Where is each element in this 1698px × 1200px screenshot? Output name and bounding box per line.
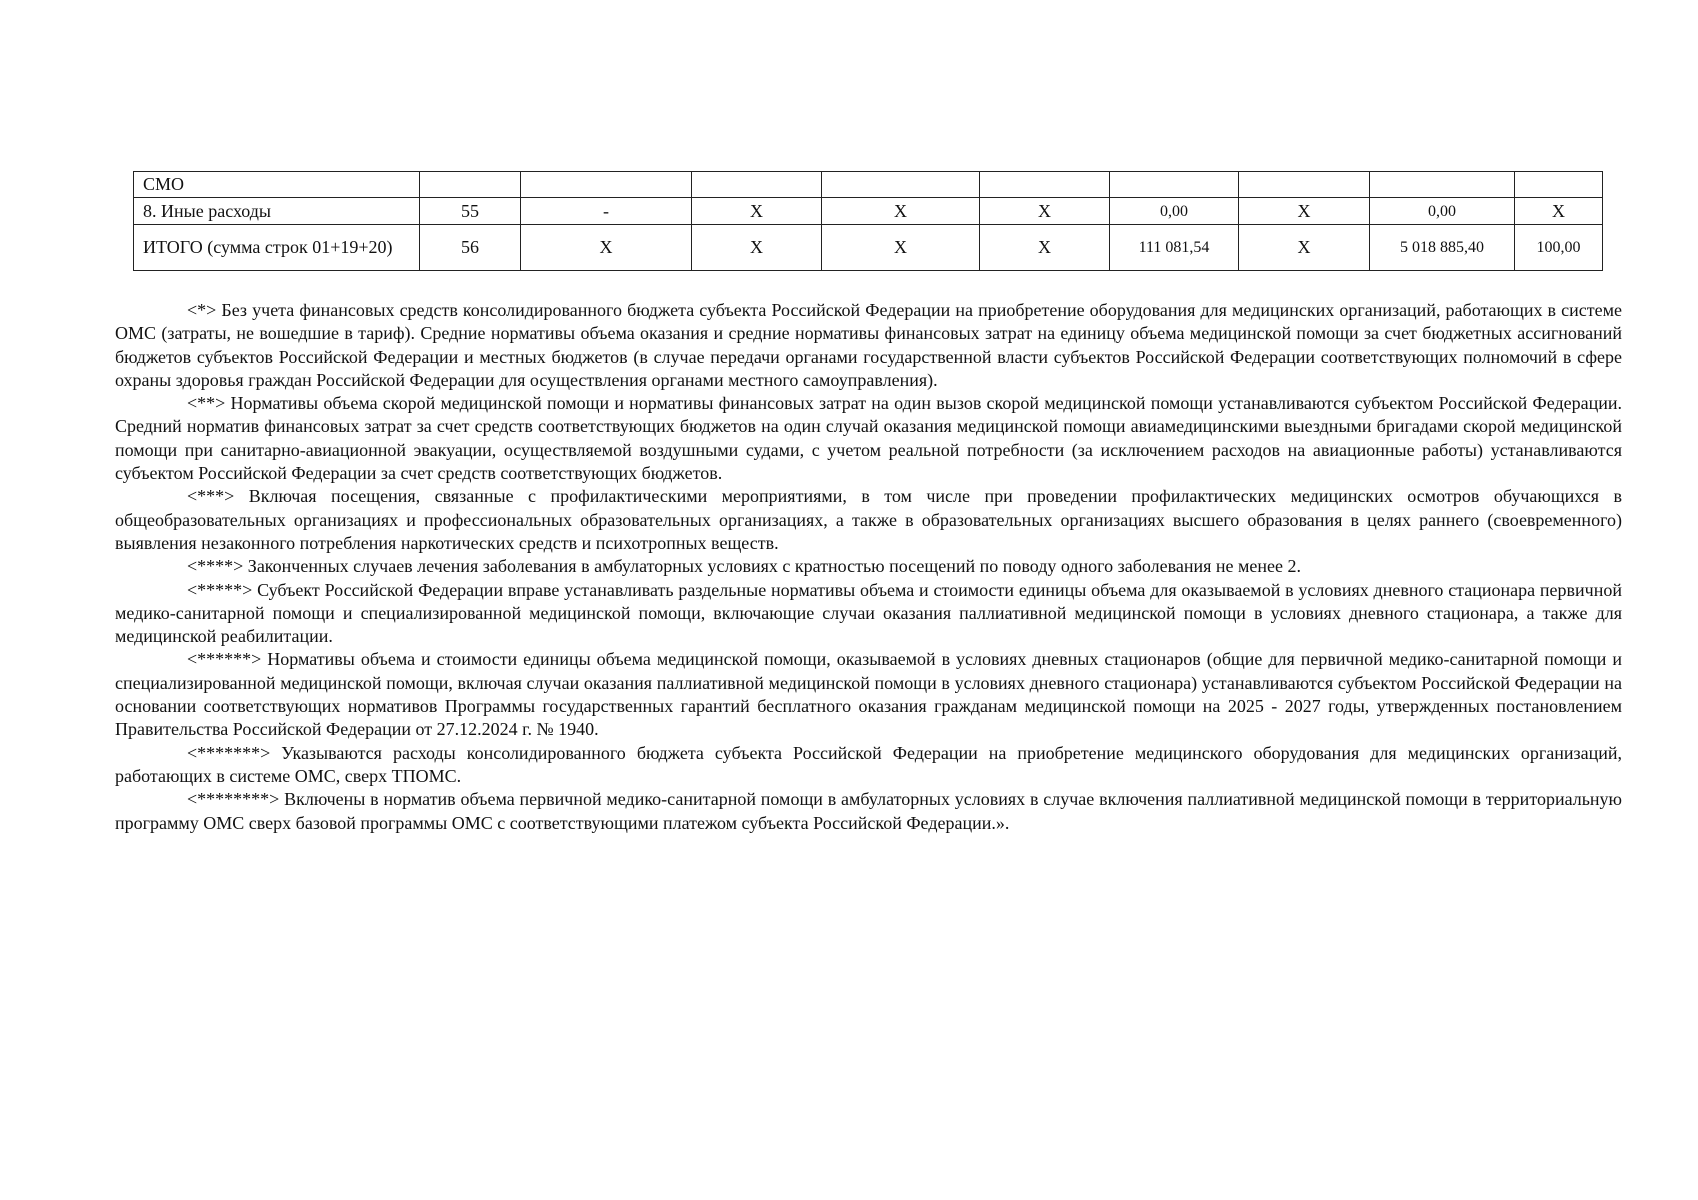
table-cell (420, 172, 521, 198)
table-cell (822, 172, 980, 198)
table-cell (980, 172, 1110, 198)
table-cell (1110, 172, 1239, 198)
table-cell: X (980, 198, 1110, 225)
footnotes (115, 299, 1622, 835)
footnote: <****> Законченных случаев лечения заболевания в амбулаторных условиях с кратностью посещений по поводу одного заболевания не менее 2. (187, 556, 1302, 577)
table-row (134, 172, 1603, 198)
budget-table (133, 171, 1603, 271)
table-cell: 0,00 (1110, 198, 1239, 225)
table-cell: X (521, 225, 692, 271)
table-row (134, 225, 1603, 271)
footnote: <**> Нормативы объема скорой медицинской помощи и нормативы финансовых затрат на один вызов скорой медицинской помощи устанавливаются субъектом Российской Федерации. Средний норматив финансовых затрат за счет средств соответствующих бюджетов на один случай оказания медицинской помощи авиамедицинскими выездными бригадами скорой медицинской помощи при санитарно-авиационной эвакуации, осуществляемой воздушными судами, с учетом реальной потребности (за исключением расходов на авиационные работы) устанавливаются субъектом Российской Федерации за счет средств соответствующих бюджетов. (115, 393, 1622, 484)
footnote: <******> Нормативы объема и стоимости единицы объема медицинской помощи, оказываемой в условиях дневных стационаров (общие для первичной медико-санитарной помощи и специализированной медицинской помощи, включая случаи оказания паллиативной медицинской помощи в условиях дневного стационара) устанавливаются субъектом Российской Федерации на основании соответствующих нормативов Программы государственных гарантий бесплатного оказания гражданам медицинской помощи на 2025 - 2027 годы, утвержденных постановлением Правительства Российской Федерации от 27.12.2024 г. № 1940. (115, 649, 1622, 740)
footnote: <*****> Субъект Российской Федерации вправе устанавливать раздельные нормативы объема и стоимости единицы объема для оказываемой в условиях дневного стационара первичной медико-санитарной помощи и специализированной медицинской помощи, включающие случаи оказания паллиативной медицинской помощи в условиях дневного стационара, а также для медицинской реабилитации. (115, 579, 1622, 647)
table-cell: X (1515, 198, 1603, 225)
table-cell: 0,00 (1370, 198, 1515, 225)
table-cell: X (1239, 198, 1370, 225)
table-cell: X (822, 198, 980, 225)
table-cell (692, 172, 822, 198)
table-cell: X (980, 225, 1110, 271)
footnote: <*> Без учета финансовых средств консолидированного бюджета субъекта Российской Федерации на приобретение оборудования для медицинских организаций, работающих в системе ОМС (затраты, не вошедшие в тариф). Средние нормативы объема оказания и средние нормативы финансовых затрат на единицу объема медицинской помощи за счет бюджетных ассигнований бюджетов субъектов Российской Федерации и местных бюджетов (в случае передачи органами государственной власти субъектов Российской Федерации соответствующих полномочий в сфере охраны здоровья граждан Российской Федерации для осуществления органами местного самоуправления). (115, 300, 1622, 390)
table-cell: 5 018 885,40 (1370, 225, 1515, 271)
row-code-cell: 56 (420, 225, 521, 271)
footnote: <***> Включая посещения, связанные с профилактическими мероприятиями, в том числе при проведении профилактических медицинских осмотров обучающихся в общеобразовательных организациях и профессиональных образовательных организациях, а также в образовательных организациях высшего образования в целях раннего (своевременного) выявления незаконного потребления наркотических средств и психотропных веществ. (115, 486, 1622, 553)
table-row (134, 198, 1603, 225)
table-cell: 100,00 (1515, 225, 1603, 271)
table-cell (1515, 172, 1603, 198)
row-code-cell: 55 (420, 198, 521, 225)
row-name-cell: СМО (134, 172, 420, 198)
table-cell: X (822, 225, 980, 271)
table-cell: - (521, 198, 692, 225)
row-name-cell: ИТОГО (сумма строк 01+19+20) (134, 225, 420, 271)
table-cell: 111 081,54 (1110, 225, 1239, 271)
footnote: <*******> Указываются расходы консолидированного бюджета субъекта Российской Федерации на приобретение медицинского оборудования для медицинских организаций, работающих в системе ОМС, сверх ТПОМС. (115, 742, 1622, 786)
table-cell: X (1239, 225, 1370, 271)
footnote: <********> Включены в норматив объема первичной медико-санитарной помощи в амбулаторных условиях в случае включения паллиативной медицинской помощи в территориальную программу ОМС сверх базовой программы ОМС с соответствующими платежом субъекта Российской Федерации.». (115, 789, 1622, 833)
table-cell: X (692, 225, 822, 271)
table-cell: X (692, 198, 822, 225)
table-cell (521, 172, 692, 198)
table-cell (1370, 172, 1515, 198)
table-cell (1239, 172, 1370, 198)
row-name-cell: 8. Иные расходы (134, 198, 420, 225)
